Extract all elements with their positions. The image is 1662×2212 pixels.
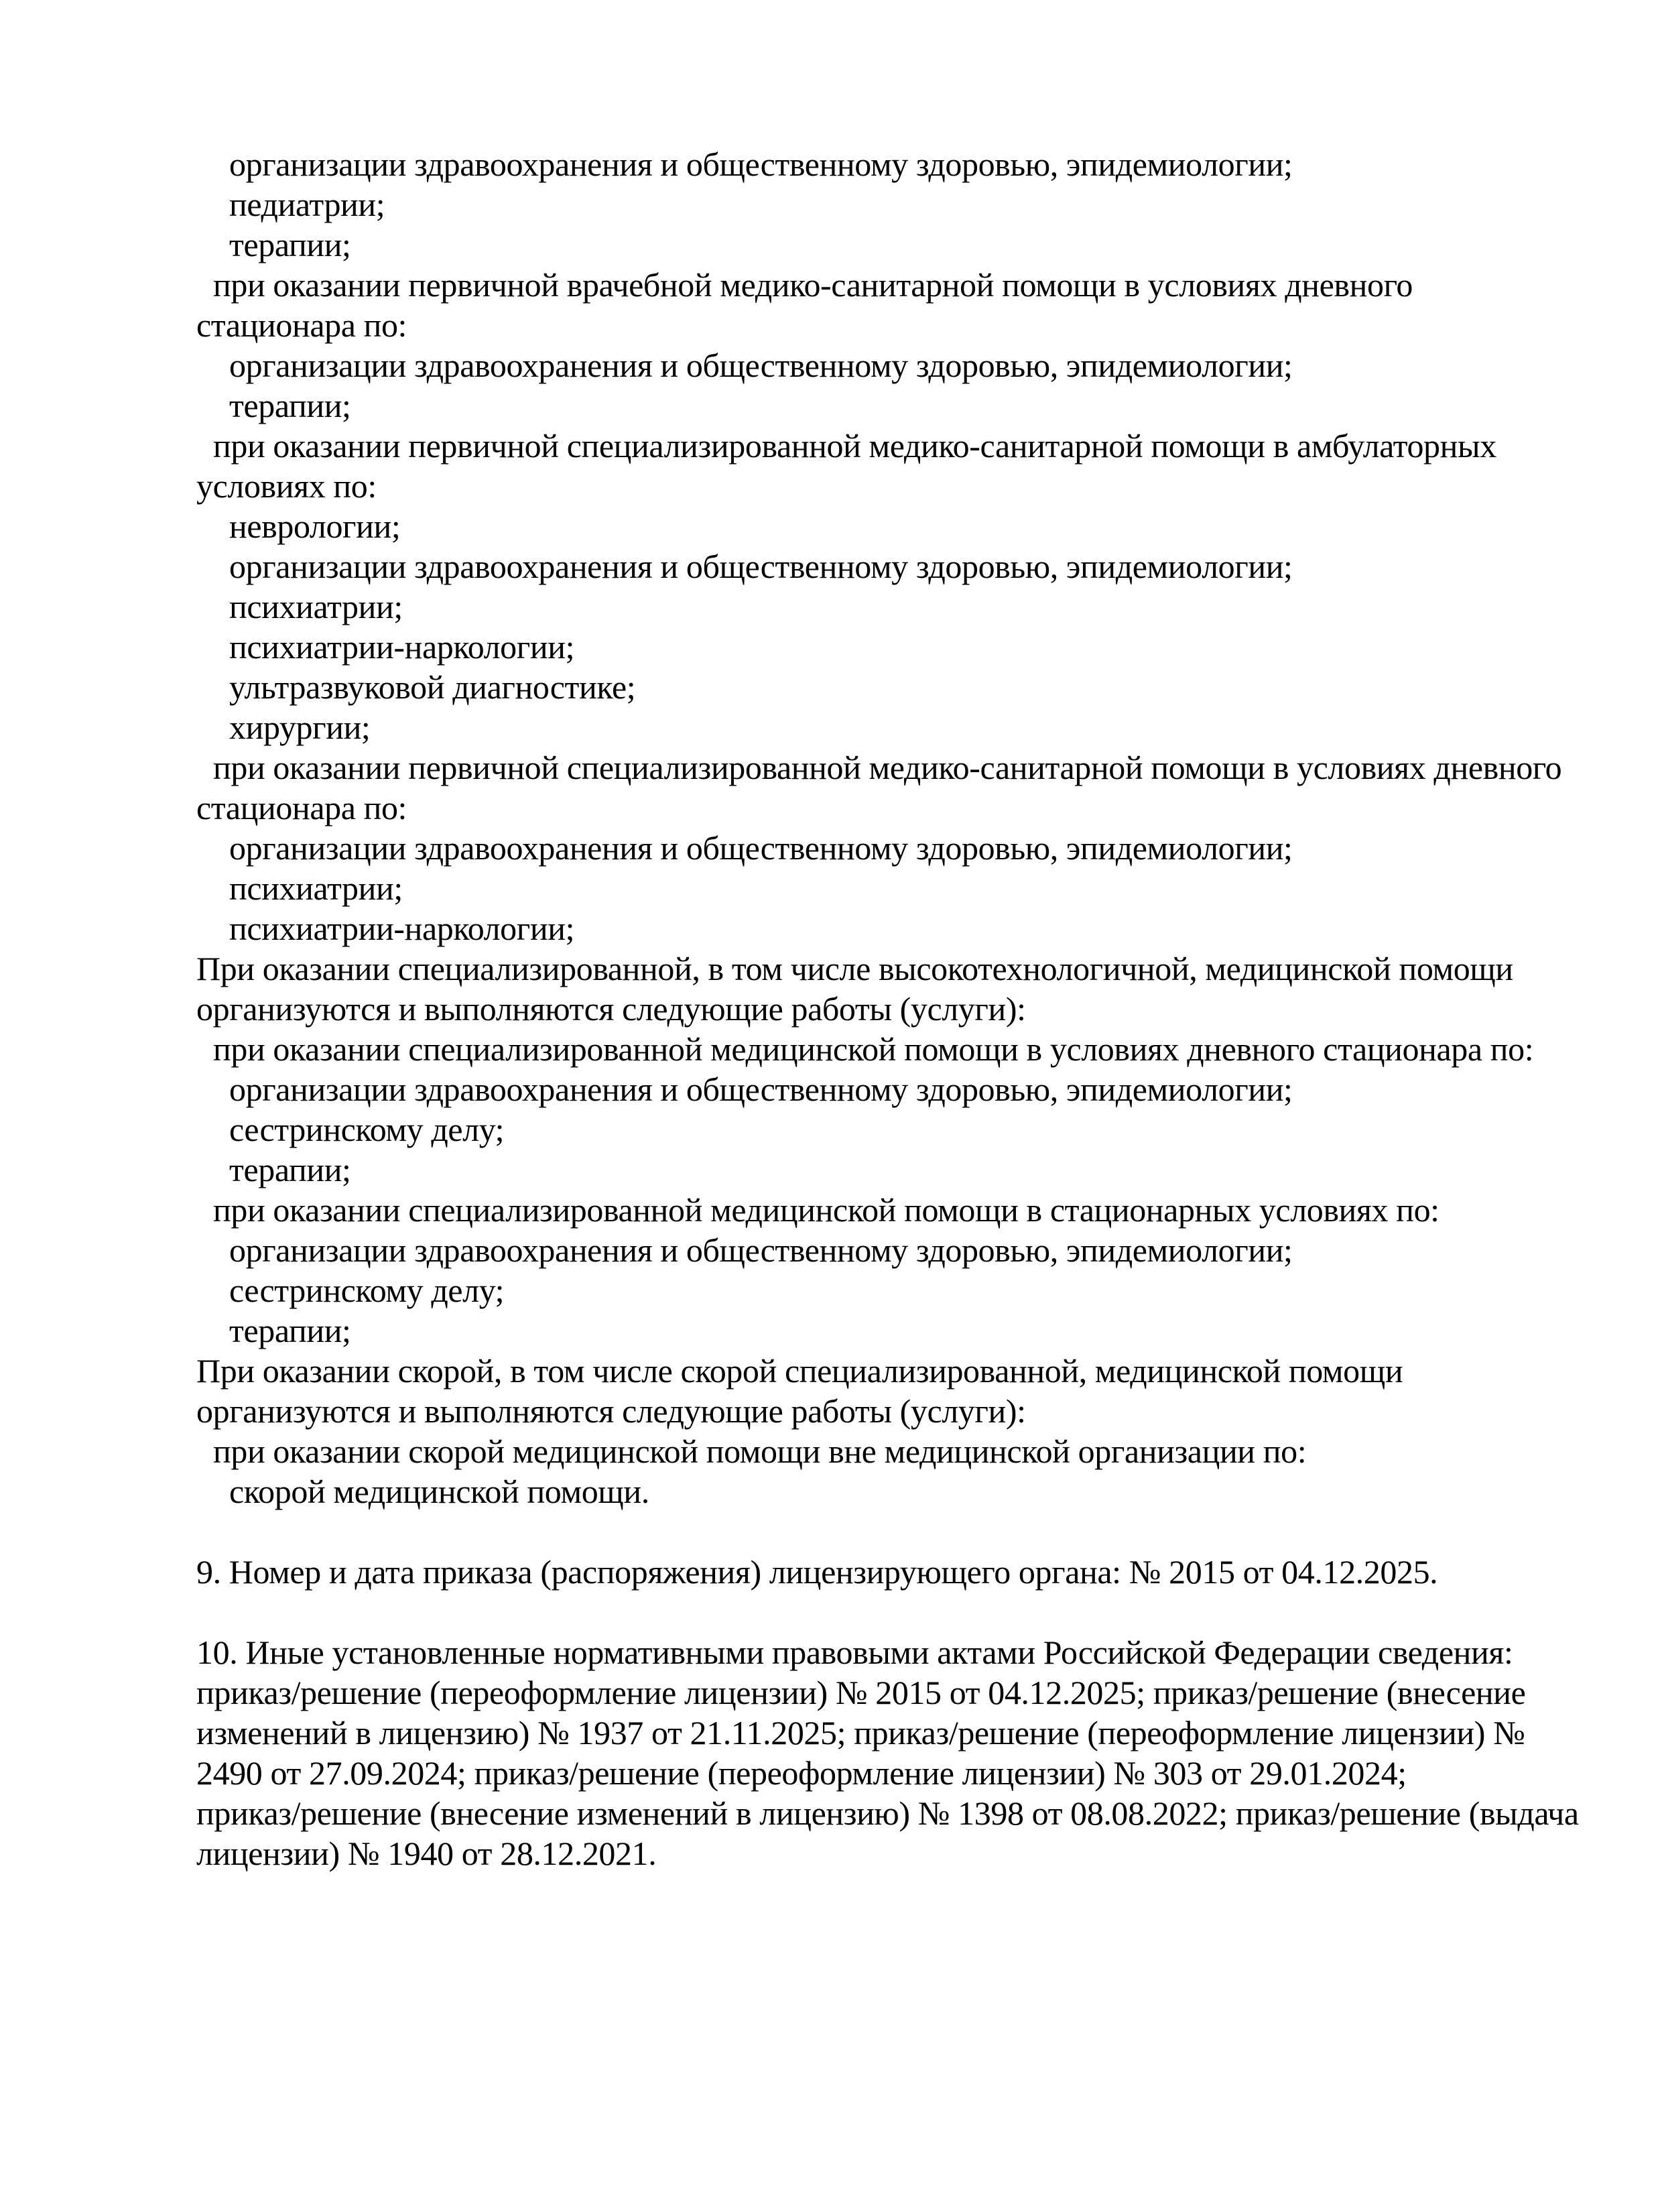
text-line: терапии;	[229, 226, 351, 263]
blank-line	[196, 1592, 1541, 1632]
text-line: педиатрии;	[229, 186, 385, 223]
text-line: сестринскому делу;	[229, 1111, 505, 1148]
text-line: организации здравоохранения и общественному здоровью, эпидемиологии;	[229, 548, 1293, 585]
text-line: организации здравоохранения и общественному здоровью, эпидемиологии;	[229, 1070, 1293, 1108]
text-line: при оказании первичной специализированной медико-санитарной помощи в условиях дневного	[213, 749, 1562, 786]
text-line: приказ/решение (внесение изменений в лицензию) № 1398 от 08.08.2022; приказ/решение (выдача	[196, 1794, 1579, 1832]
text-line: психиатрии-наркологии;	[229, 628, 575, 666]
text-line: организации здравоохранения и общественному здоровью, эпидемиологии;	[229, 1231, 1293, 1269]
text-line: изменений в лицензию) № 1937 от 21.11.2025; приказ/решение (переоформление лицензии) №	[196, 1714, 1525, 1752]
text-line: стационара по:	[196, 306, 407, 344]
text-line: лицензии) № 1940 от 28.12.2021.	[196, 1835, 657, 1872]
text-line: 2490 от 27.09.2024; приказ/решение (переоформление лицензии) № 303 от 29.01.2024;	[196, 1754, 1407, 1792]
text-line: стационара по:	[196, 789, 407, 826]
text-line: организуются и выполняются следующие работы (услуги):	[196, 1392, 1026, 1430]
text-line: терапии;	[229, 1312, 351, 1349]
text-line: при оказании специализированной медицинской помощи в условиях дневного стационара по:	[213, 1030, 1534, 1068]
document-body	[196, 144, 1579, 1873]
text-line: При оказании специализированной, в том числе высокотехнологичной, медицинской помощи	[196, 950, 1513, 987]
text-line: терапии;	[229, 1151, 351, 1188]
text-line: сестринскому делу;	[229, 1272, 505, 1309]
text-line: при оказании скорой медицинской помощи вне медицинской организации по:	[213, 1432, 1307, 1470]
text-line: неврологии;	[229, 507, 401, 545]
text-line: ультразвуковой диагностике;	[229, 668, 636, 706]
blank-line	[196, 1512, 1541, 1552]
text-line: скорой медицинской помощи.	[229, 1473, 649, 1510]
text-line: приказ/решение (переоформление лицензии) № 2015 от 04.12.2025; приказ/решение (внесение	[196, 1674, 1526, 1711]
text-line: психиатрии-наркологии;	[229, 910, 575, 947]
text-line: 9. Номер и дата приказа (распоряжения) лицензирующего органа: № 2015 от 04.12.2025.	[196, 1553, 1438, 1591]
text-line: психиатрии;	[229, 588, 403, 625]
text-line: терапии;	[229, 387, 351, 424]
text-line: при оказании специализированной медицинской помощи в стационарных условиях по:	[213, 1191, 1440, 1229]
text-line: организации здравоохранения и общественному здоровью, эпидемиологии;	[229, 145, 1293, 183]
text-line: организации здравоохранения и общественному здоровью, эпидемиологии;	[229, 347, 1293, 384]
text-line: При оказании скорой, в том числе скорой специализированной, медицинской помощи	[196, 1352, 1403, 1390]
text-line: при оказании первичной специализированной медико-санитарной помощи в амбулаторных	[213, 427, 1496, 465]
text-line: организуются и выполняются следующие работы (услуги):	[196, 990, 1026, 1028]
text-line: хирургии;	[229, 709, 371, 746]
text-line: условиях по:	[196, 467, 377, 505]
text-line: при оказании первичной врачебной медико-санитарной помощи в условиях дневного	[213, 266, 1413, 304]
text-line: 10. Иные установленные нормативными правовыми актами Российской Федерации сведения:	[196, 1634, 1513, 1671]
text-line: организации здравоохранения и общественному здоровью, эпидемиологии;	[229, 829, 1293, 867]
text-line: психиатрии;	[229, 869, 403, 907]
